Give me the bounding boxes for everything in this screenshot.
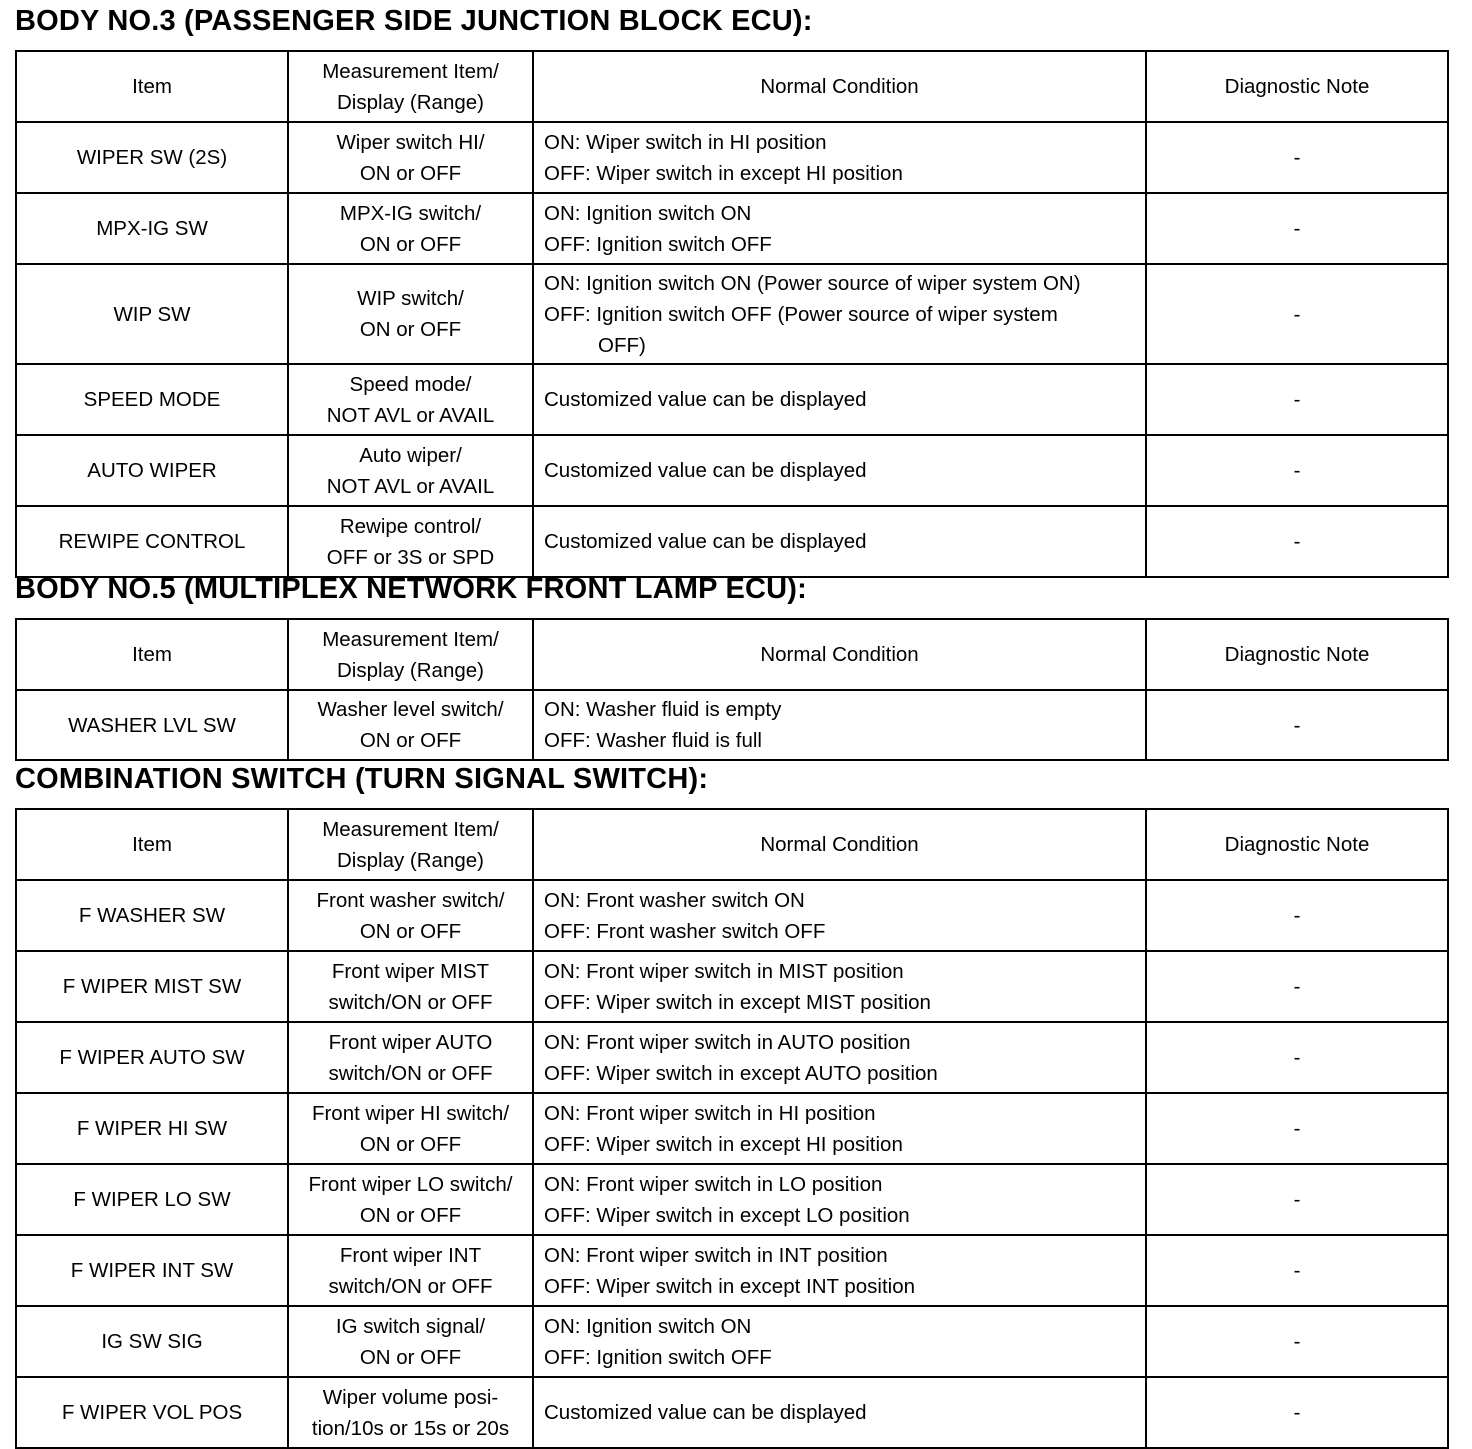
measurement-line: Front wiper LO switch/: [308, 1172, 513, 1196]
measurement-line: Wiper switch HI/: [336, 130, 485, 154]
cell-condition: [533, 951, 1146, 1022]
measurement-line: NOT AVL or AVAIL: [326, 403, 495, 427]
measurement-line: switch/ON or OFF: [328, 1274, 493, 1298]
cell-measurement: [288, 1093, 533, 1164]
table-row: [16, 1093, 1448, 1164]
cell-condition: [533, 435, 1146, 506]
cell-condition: [533, 1093, 1146, 1164]
condition-line: OFF: Ignition switch OFF: [544, 232, 772, 256]
table-row: [16, 1306, 1448, 1377]
cell-condition: [533, 1164, 1146, 1235]
table-row: [16, 364, 1448, 435]
condition-line: Customized value can be displayed: [544, 530, 867, 553]
cell-note: -: [1146, 264, 1448, 364]
measurement-line: Front wiper HI switch/: [311, 1101, 510, 1125]
condition-line: Customized value can be displayed: [544, 459, 867, 482]
cell-note: -: [1146, 1235, 1448, 1306]
cell-note: -: [1146, 1093, 1448, 1164]
measurement-line: ON or OFF: [359, 318, 462, 341]
cell-condition: [533, 364, 1146, 435]
cell-measurement: [288, 435, 533, 506]
header-measurement-line: Display (Range): [337, 90, 484, 114]
header-note: Diagnostic Note: [1146, 619, 1448, 690]
header-measurement-line: Display (Range): [337, 658, 484, 682]
cell-measurement: [288, 880, 533, 951]
measurement-line: ON or OFF: [359, 1345, 462, 1369]
condition-line: OFF: Wiper switch in except LO position: [544, 1203, 910, 1227]
table-row: [16, 1377, 1448, 1448]
cell-item: F WIPER INT SW: [16, 1235, 288, 1306]
cell-note: -: [1146, 193, 1448, 264]
cell-measurement: [288, 951, 533, 1022]
measurement-line: ON or OFF: [359, 161, 462, 185]
cell-measurement: [288, 506, 533, 577]
header-measurement-line: Measurement Item/: [322, 627, 499, 651]
table-combination-switch: [15, 808, 1449, 1449]
condition-line: Customized value can be displayed: [544, 388, 867, 411]
header-measurement-line: Measurement Item/: [322, 59, 499, 83]
condition-line: ON: Front washer switch ON: [544, 888, 805, 912]
cell-note: -: [1146, 1022, 1448, 1093]
table-header-row: [16, 619, 1448, 690]
table-row: [16, 1164, 1448, 1235]
condition-line: OFF: Wiper switch in except INT position: [544, 1274, 916, 1298]
cell-condition: [533, 880, 1146, 951]
header-note: Diagnostic Note: [1146, 809, 1448, 880]
cell-condition: [533, 122, 1146, 193]
cell-item: MPX-IG SW: [16, 193, 288, 264]
cell-measurement: [288, 364, 533, 435]
header-condition: Normal Condition: [533, 51, 1146, 122]
measurement-line: OFF or 3S or SPD: [326, 545, 495, 569]
header-measurement-line: Measurement Item/: [322, 817, 499, 841]
table-body-no3: [15, 50, 1449, 578]
cell-item: F WIPER AUTO SW: [16, 1022, 288, 1093]
cell-item: F WIPER LO SW: [16, 1164, 288, 1235]
header-measurement: [288, 51, 533, 122]
header-item: Item: [16, 51, 288, 122]
cell-item: F WIPER VOL POS: [16, 1377, 288, 1448]
cell-condition: [533, 1022, 1146, 1093]
measurement-line: tion/10s or 15s or 20s: [311, 1416, 510, 1440]
cell-note: -: [1146, 1306, 1448, 1377]
condition-line: OFF: Wiper switch in except HI position: [544, 1132, 903, 1156]
cell-item: WIP SW: [16, 264, 288, 364]
section-title-body-no5: BODY NO.5 (MULTIPLEX NETWORK FRONT LAMP ECU):: [15, 573, 807, 605]
condition-line: OFF: Wiper switch in except MIST position: [544, 990, 931, 1014]
measurement-line: Auto wiper/: [359, 443, 462, 467]
condition-line: ON: Front wiper switch in MIST position: [544, 959, 904, 983]
table-row: [16, 880, 1448, 951]
table-header-row: [16, 809, 1448, 880]
cell-condition: [533, 264, 1146, 364]
header-condition: Normal Condition: [533, 619, 1146, 690]
table-body-no5: [15, 618, 1449, 761]
measurement-line: ON or OFF: [359, 919, 462, 943]
header-note: Diagnostic Note: [1146, 51, 1448, 122]
table-row: [16, 690, 1448, 760]
cell-note: -: [1146, 951, 1448, 1022]
cell-item: F WASHER SW: [16, 880, 288, 951]
header-measurement: [288, 809, 533, 880]
measurement-line: WIP switch/: [357, 287, 464, 310]
condition-line: ON: Front wiper switch in LO position: [544, 1172, 883, 1196]
cell-measurement: [288, 1377, 533, 1448]
cell-item: REWIPE CONTROL: [16, 506, 288, 577]
header-measurement-line: Display (Range): [337, 848, 484, 872]
header-measurement: [288, 619, 533, 690]
cell-item: WIPER SW (2S): [16, 122, 288, 193]
table-row: [16, 122, 1448, 193]
condition-line-indent: OFF): [598, 333, 646, 357]
cell-item: F WIPER HI SW: [16, 1093, 288, 1164]
table-row: [16, 506, 1448, 577]
condition-line: ON: Wiper switch in HI position: [544, 130, 827, 154]
condition-line: ON: Ignition switch ON: [544, 201, 752, 225]
cell-measurement: [288, 1022, 533, 1093]
cell-measurement: [288, 264, 533, 364]
cell-note: -: [1146, 1164, 1448, 1235]
cell-condition: [533, 506, 1146, 577]
table-row: [16, 193, 1448, 264]
table-row: [16, 435, 1448, 506]
measurement-line: Front washer switch/: [316, 888, 505, 912]
header-item: Item: [16, 619, 288, 690]
table-row: [16, 1022, 1448, 1093]
measurement-line: Rewipe control/: [339, 514, 482, 538]
section-title-body-no3: BODY NO.3 (PASSENGER SIDE JUNCTION BLOCK ECU):: [15, 5, 813, 37]
condition-line: OFF: Ignition switch OFF: [544, 1345, 772, 1369]
condition-line: ON: Front wiper switch in AUTO position: [544, 1030, 911, 1054]
condition-line: OFF: Front washer switch OFF: [544, 919, 826, 943]
section-title-combination-switch: COMBINATION SWITCH (TURN SIGNAL SWITCH):: [15, 763, 709, 795]
cell-item: F WIPER MIST SW: [16, 951, 288, 1022]
measurement-line: ON or OFF: [359, 729, 462, 752]
cell-note: -: [1146, 122, 1448, 193]
measurement-line: ON or OFF: [359, 232, 462, 256]
condition-line: OFF: Ignition switch OFF (Power source of wiper system: [544, 302, 1058, 326]
measurement-line: NOT AVL or AVAIL: [326, 474, 495, 498]
cell-measurement: [288, 1235, 533, 1306]
header-condition: Normal Condition: [533, 809, 1146, 880]
measurement-line: MPX-IG switch/: [339, 201, 482, 225]
measurement-line: Washer level switch/: [317, 698, 504, 721]
table-header-row: [16, 51, 1448, 122]
cell-note: -: [1146, 880, 1448, 951]
measurement-line: Speed mode/: [349, 372, 472, 396]
cell-note: -: [1146, 690, 1448, 760]
cell-item: SPEED MODE: [16, 364, 288, 435]
condition-line: ON: Front wiper switch in HI position: [544, 1101, 876, 1125]
cell-item: IG SW SIG: [16, 1306, 288, 1377]
condition-line: ON: Washer fluid is empty: [544, 698, 782, 721]
cell-condition: [533, 1306, 1146, 1377]
condition-line: OFF: Wiper switch in except AUTO position: [544, 1061, 938, 1085]
measurement-line: IG switch signal/: [335, 1314, 486, 1338]
cell-note: -: [1146, 364, 1448, 435]
measurement-line: switch/ON or OFF: [328, 990, 493, 1014]
condition-line: OFF: Wiper switch in except HI position: [544, 161, 903, 185]
cell-measurement: [288, 1164, 533, 1235]
cell-note: -: [1146, 506, 1448, 577]
measurement-line: Wiper volume posi-: [322, 1385, 499, 1409]
cell-measurement: [288, 1306, 533, 1377]
cell-condition: [533, 1377, 1146, 1448]
measurement-line: ON or OFF: [359, 1203, 462, 1227]
cell-note: -: [1146, 1377, 1448, 1448]
table-row: [16, 264, 1448, 364]
condition-line: Customized value can be displayed: [544, 1401, 867, 1424]
cell-condition: [533, 1235, 1146, 1306]
cell-condition: [533, 690, 1146, 760]
measurement-line: Front wiper MIST: [331, 959, 490, 983]
condition-line: ON: Front wiper switch in INT position: [544, 1243, 888, 1267]
cell-measurement: [288, 193, 533, 264]
cell-note: -: [1146, 435, 1448, 506]
cell-item: AUTO WIPER: [16, 435, 288, 506]
measurement-line: switch/ON or OFF: [328, 1061, 493, 1085]
header-item: Item: [16, 809, 288, 880]
cell-item: WASHER LVL SW: [16, 690, 288, 760]
table-row: [16, 1235, 1448, 1306]
condition-line: OFF: Washer fluid is full: [544, 729, 762, 752]
table-row: [16, 951, 1448, 1022]
condition-line: ON: Ignition switch ON: [544, 1314, 752, 1338]
measurement-line: Front wiper INT: [339, 1243, 482, 1267]
measurement-line: Front wiper AUTO: [328, 1030, 493, 1054]
cell-condition: [533, 193, 1146, 264]
condition-line: ON: Ignition switch ON (Power source of wiper system ON): [544, 271, 1081, 295]
cell-measurement: [288, 690, 533, 760]
cell-measurement: [288, 122, 533, 193]
measurement-line: ON or OFF: [359, 1132, 462, 1156]
